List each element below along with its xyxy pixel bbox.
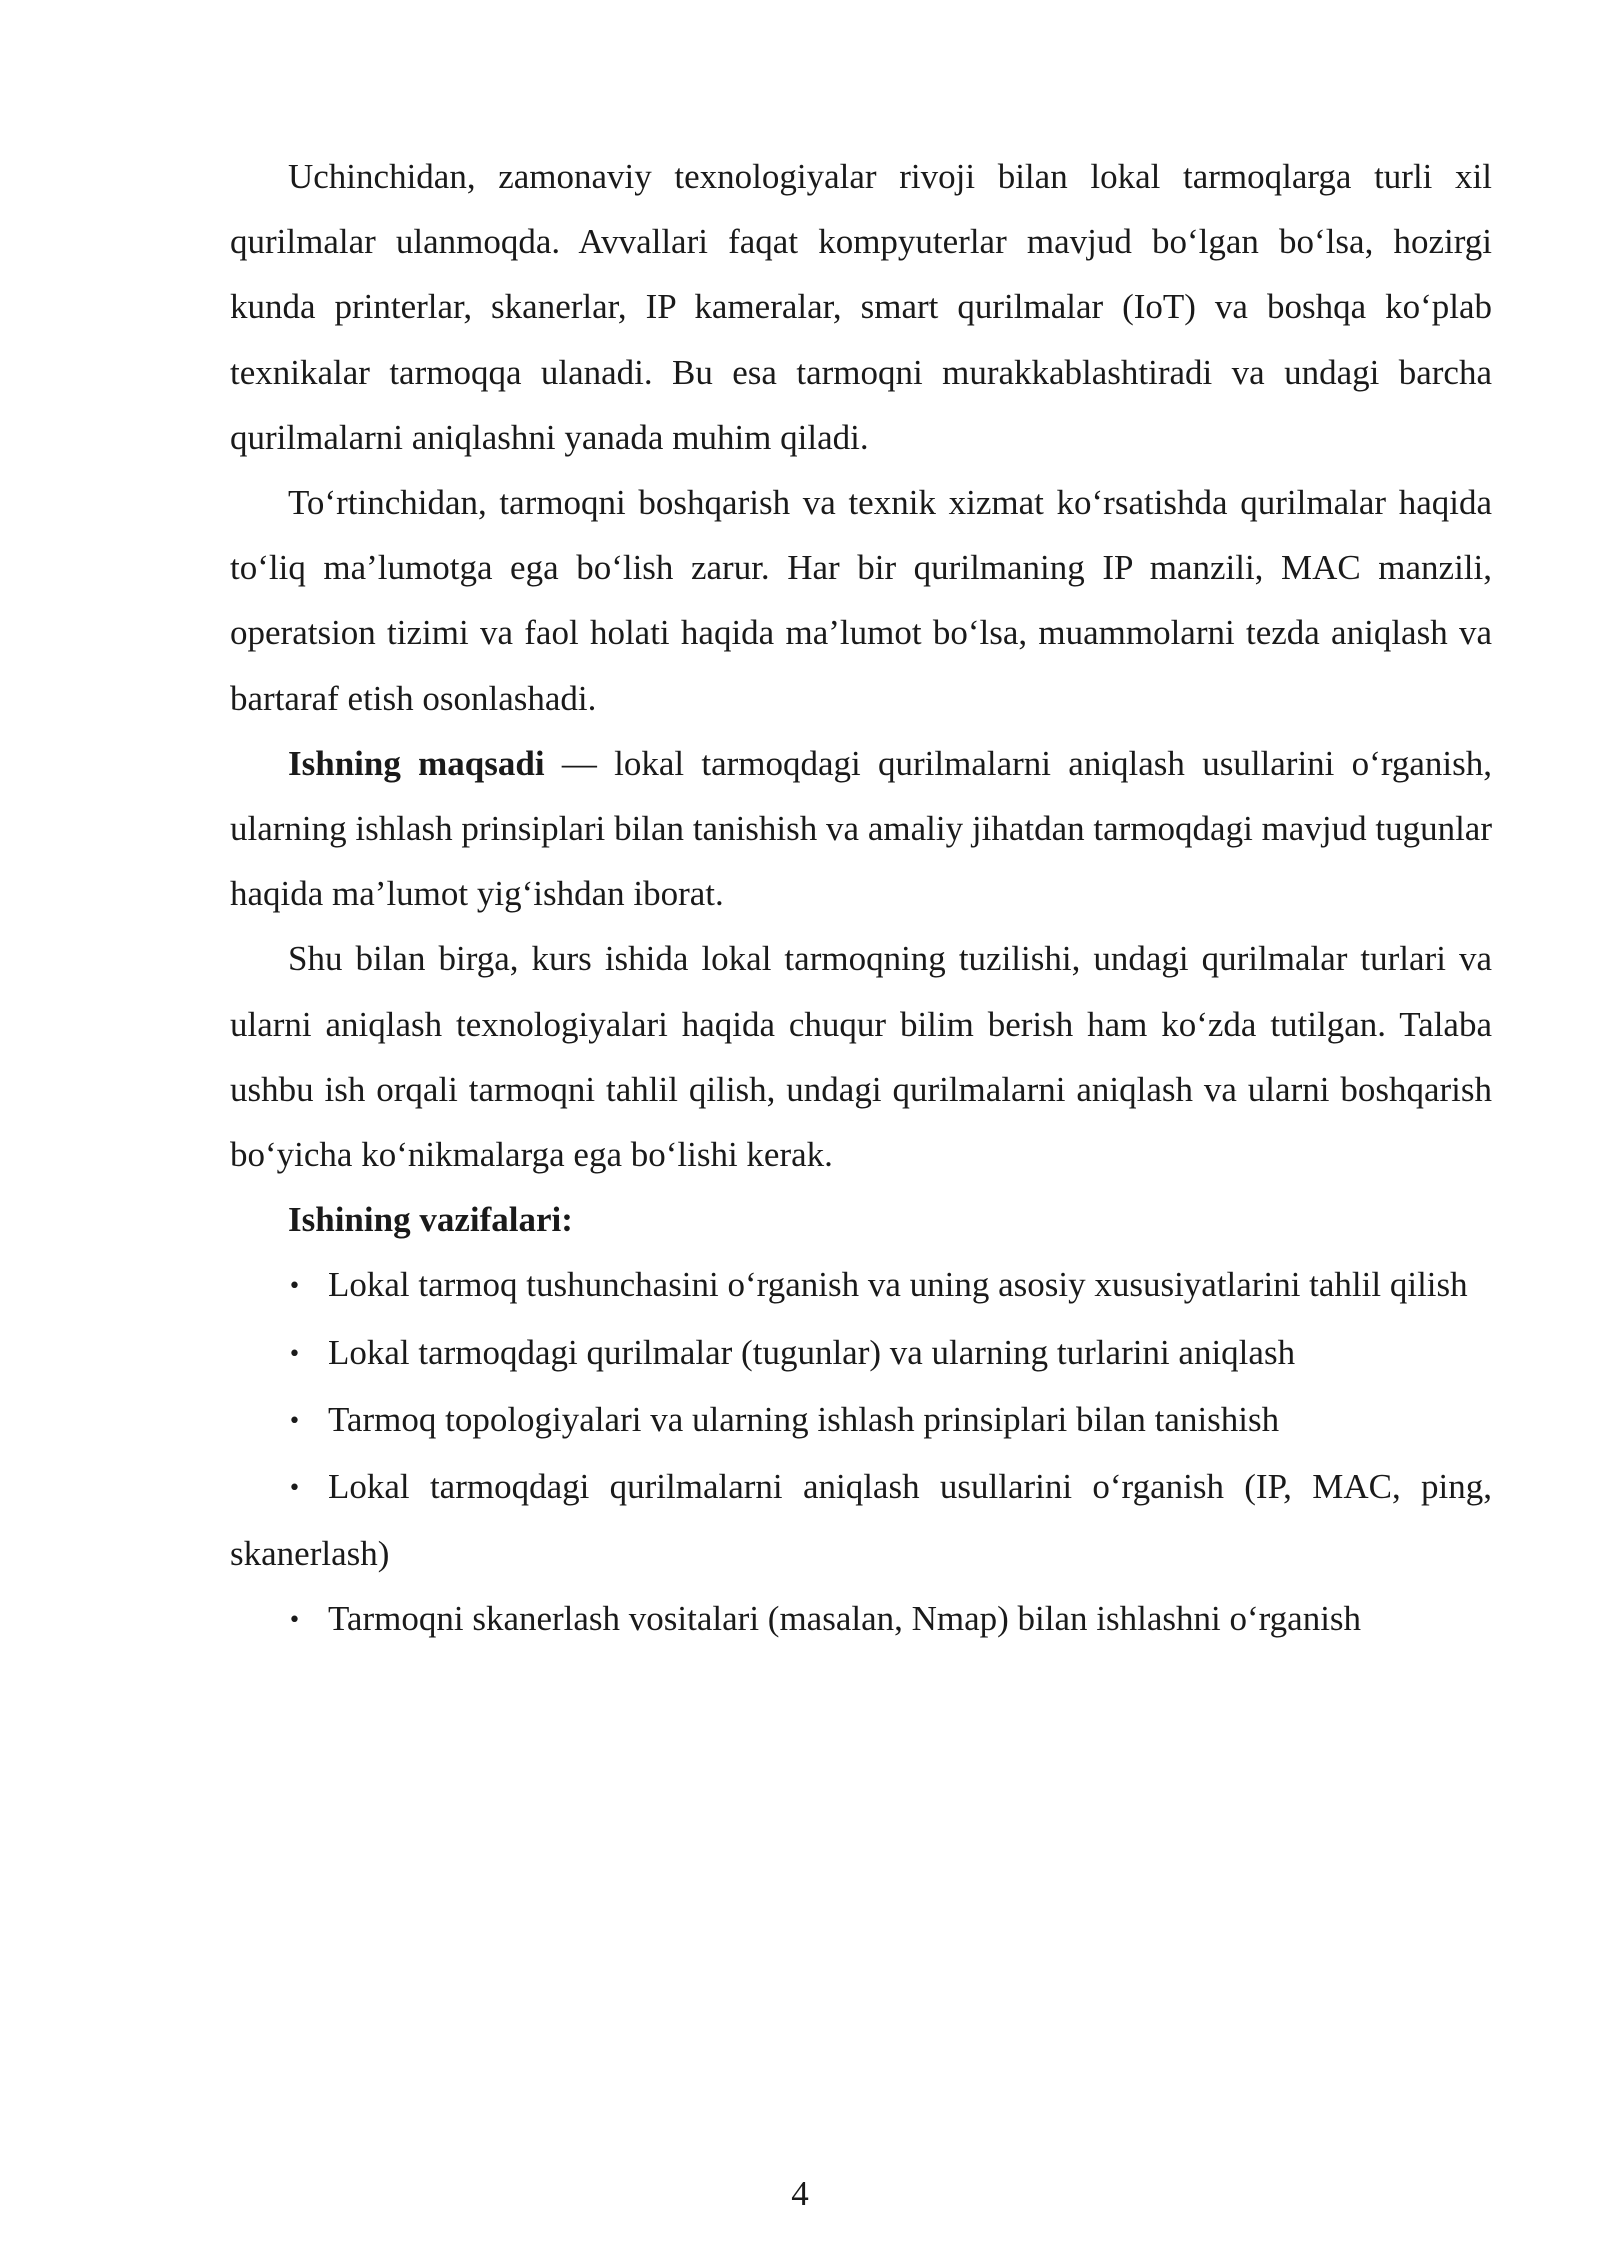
list-item	[230, 1454, 1492, 1586]
bullet-icon: •	[288, 1408, 301, 1434]
task-text: Lokal tarmoqdagi qurilmalarni aniqlash usullarini o‘rganish (IP, MAC, ping, skanerlash)	[230, 1467, 1492, 1574]
paragraph-course-description: Shu bilan birga, kurs ishida lokal tarmoqning tuzilishi, undagi qurilmalar turlari va ularni aniqlash texnologiyalari haqida chuqur bilim berish ham ko‘zda tutilgan. Talaba ushbu ish orqali tarmoqni tahlil qilish, undagi qurilmalarni aniqlash va ularni boshqarish bo‘yicha ko‘nikmalarga ega bo‘lishi kerak.	[230, 939, 1492, 1175]
page-number: 4	[791, 2174, 809, 2213]
task-text: Lokal tarmoq tushunchasini o‘rganish va uning asosiy xususiyatlarini tahlil qilish	[328, 1265, 1468, 1305]
list-item	[230, 1586, 1492, 1653]
paragraph-third-point: Uchinchidan, zamonaviy texnologiyalar rivoji bilan lokal tarmoqlarga turli xil qurilmalar ulanmoqda. Avvallari faqat kompyuterlar mavjud bo‘lgan bo‘lsa, hozirgi kunda printerlar, skanerlar, IP kameralar, smart qurilmalar (IoT) va boshqa ko‘plab texnikalar tarmoqqa ulanadi. Bu esa tarmoqni murakkablashtiradi va undagi barcha qurilmalarni aniqlashni yanada muhim qiladi.	[230, 157, 1492, 457]
paragraph-fourth-point: To‘rtinchidan, tarmoqni boshqarish va texnik xizmat ko‘rsatishda qurilmalar haqida to‘liq ma’lumotga ega bo‘lish zarur. Har bir qurilmaning IP manzili, MAC manzili, operatsion tizimi va faol holati haqida ma’lumot bo‘lsa, muammolarni tezda aniqlash va bartaraf etish osonlashadi.	[230, 483, 1492, 718]
bullet-icon: •	[288, 1476, 301, 1502]
goal-text: — lokal tarmoqdagi qurilmalarni aniqlash usullarini o‘rganish, ularning ishlash prinsiplari bilan tanishish va amaliy jihatdan tarmoqdagi mavjud tugunlar haqida ma’lumot yig‘ishdan iborat.	[230, 743, 1492, 914]
bullet-icon: •	[288, 1341, 301, 1367]
page-body	[230, 144, 1492, 1654]
bullet-icon: •	[288, 1274, 301, 1300]
list-item	[230, 1252, 1492, 1319]
list-item	[230, 1320, 1492, 1387]
tasks-list	[230, 1252, 1492, 1653]
task-text: Tarmoqni skanerlash vositalari (masalan, Nmap) bilan ishlashni o‘rganish	[328, 1599, 1362, 1639]
task-text: Tarmoq topologiyalari va ularning ishlash prinsiplari bilan tanishish	[328, 1399, 1280, 1439]
bullet-icon: •	[288, 1608, 301, 1634]
list-item	[230, 1387, 1492, 1454]
paragraph-goal	[230, 731, 1492, 927]
task-text: Lokal tarmoqdagi qurilmalar (tugunlar) va ularning turlarini aniqlash	[328, 1332, 1296, 1372]
tasks-heading: Ishining vazifalari:	[288, 1200, 573, 1240]
goal-label: Ishning maqsadi	[288, 743, 545, 783]
